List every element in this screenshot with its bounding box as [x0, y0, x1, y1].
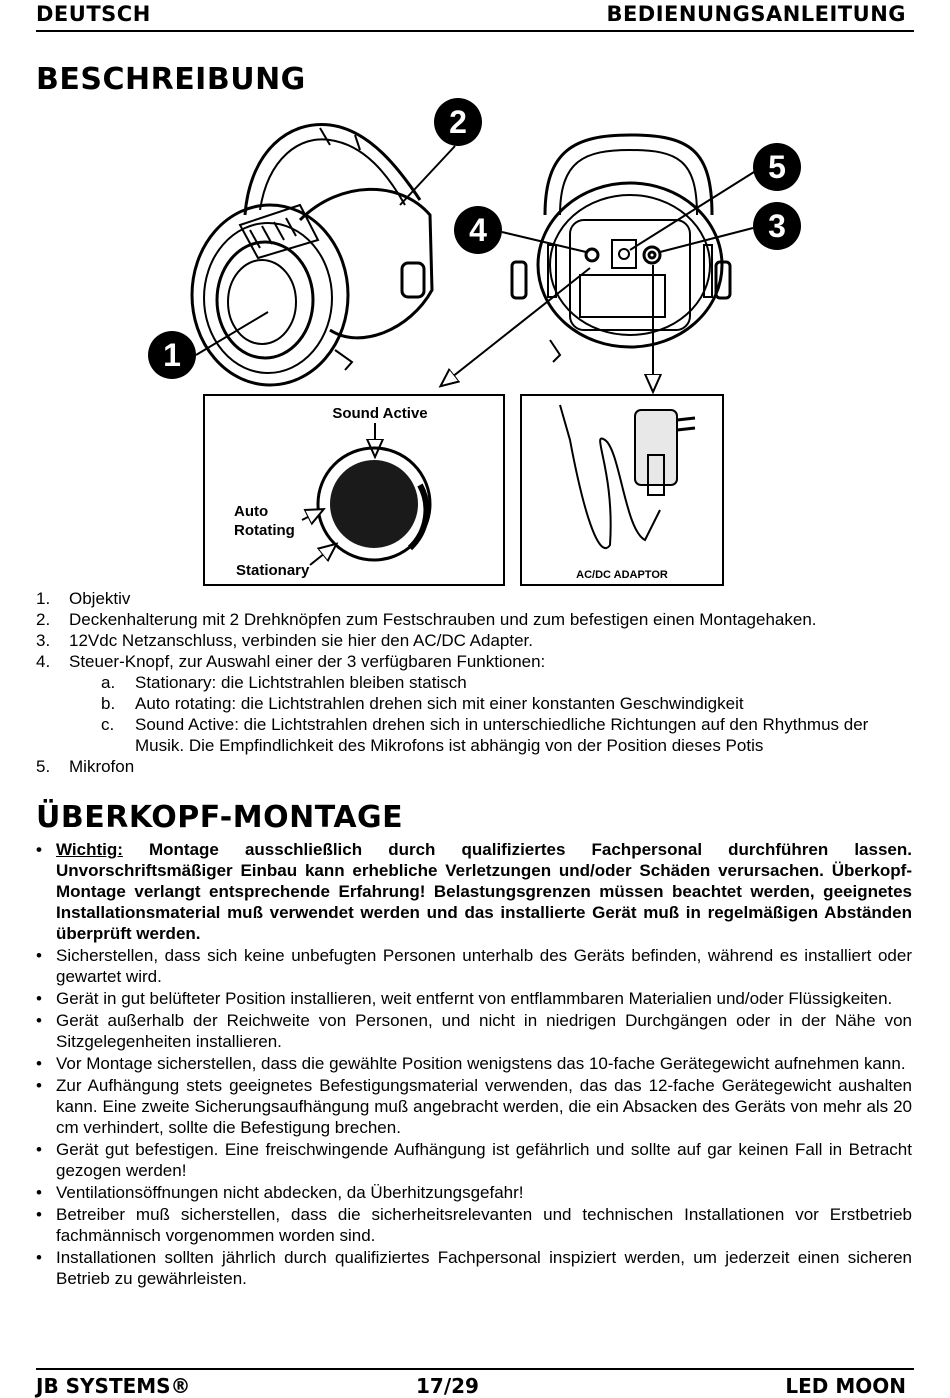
- footer-product: LED MOON: [785, 1374, 906, 1398]
- section-title-description: BESCHREIBUNG: [36, 62, 306, 97]
- list-number: 2.: [36, 610, 51, 629]
- fixture-rear-illustration: [512, 135, 730, 362]
- callout-1-label: 1: [163, 337, 181, 373]
- adaptor-icon: [560, 405, 695, 548]
- list-text: Sound Active: die Lichtstrahlen drehen sich in unterschiedliche Richtungen auf den Rhythmus der Musik. Die Empfindlichkeit des Mikrofons ist abhängig von der Position dieses Potis: [135, 715, 869, 755]
- bullet-item: • Betreiber muß sicherstellen, dass die sicherheitsrelevanten und technischen Installationen vor Erstbetrieb fachmännisch vorgenommen worden sind.: [36, 1204, 912, 1246]
- page-number: 17/29: [416, 1374, 479, 1398]
- section-title-mounting: ÜBERKOPF-MONTAGE: [36, 800, 404, 835]
- list-text: Stationary: die Lichtstrahlen bleiben statisch: [135, 673, 467, 692]
- list-text: Objektiv: [69, 589, 131, 608]
- header-language: DEUTSCH: [36, 2, 151, 26]
- page-header: [36, 2, 914, 32]
- control-knob-icon: [318, 448, 430, 560]
- bullet-item: • Gerät gut befestigen. Eine freischwingende Aufhängung ist gefährlich und sollte auf gar keinen Fall in Betracht gezogen werden!: [36, 1139, 912, 1181]
- bullet-item: • Vor Montage sicherstellen, dass die gewählte Position wenigstens das 10-fache Gerätegewicht aufnehmen kann.: [36, 1053, 912, 1074]
- list-number: 4.: [36, 652, 51, 671]
- product-diagram: [0, 90, 950, 590]
- header-doc-type: BEDIENUNGSANLEITUNG: [606, 2, 906, 26]
- list-number: c.: [101, 715, 115, 734]
- description-list: [36, 588, 914, 777]
- list-number: 1.: [36, 589, 51, 608]
- callout-4-label: 4: [469, 212, 487, 248]
- list-text: 12Vdc Netzanschluss, verbinden sie hier den AC/DC Adapter.: [69, 631, 533, 650]
- bullet-item: • Sicherstellen, dass sich keine unbefugten Personen unterhalb des Geräts befinden, während es installiert oder gewartet wird.: [36, 945, 912, 987]
- fixture-front-illustration: [192, 124, 432, 385]
- callout-2-label: 2: [449, 104, 467, 140]
- callout-2-leader: [400, 146, 455, 205]
- adaptor-label: AC/DC ADAPTOR: [576, 569, 668, 581]
- list-item: [36, 588, 914, 609]
- bullet-item: • Zur Aufhängung stets geeignetes Befestigungsmaterial verwenden, das das 12-fache Gerätegewicht aushalten kann. Eine zweite Sicherungsaufhängung muß angebracht werden, die ein Absacken des Geräts von mehr als 20 cm verhindert, sollte die Befestigung brechen.: [36, 1075, 912, 1138]
- warning-bullet: [36, 839, 912, 944]
- knob-label-rotating: Rotating: [234, 522, 295, 539]
- bullet-item: • Gerät in gut belüfteter Position installieren, weit entfernt von entflammbaren Materialien und/oder Flüssigkeiten.: [36, 988, 912, 1009]
- list-number: 3.: [36, 631, 51, 650]
- callout-3-label: 3: [768, 208, 786, 244]
- warning-text: Montage ausschließlich durch qualifiziertes Fachpersonal durchführen lassen. Unvorschriftsmäßiger Einbau kann erhebliche Verletzungen und/oder Schäden verursachen. Überkopf-Montage verlangt entsprechende Erfahrung! Belastungsgrenzen müssen beachtet werden, geeignetes Installationsmaterial muß verwendet werden und das installierte Gerät muß in regelmäßigen Abständen überprüft werden.: [56, 840, 912, 943]
- mounting-bullet-list: [36, 839, 912, 1290]
- list-number: 5.: [36, 757, 51, 776]
- bullet-item: • Installationen sollten jährlich durch qualifiziertes Fachpersonal inspiziert werden, um jederzeit einen sicheren Betrieb zu gewährleisten.: [36, 1247, 912, 1289]
- stationary-arrow: [310, 545, 335, 565]
- sub-list-item: [36, 693, 914, 714]
- list-item: [36, 609, 914, 630]
- list-number: a.: [101, 673, 116, 692]
- callout-3-leader: [660, 228, 753, 252]
- list-text: Mikrofon: [69, 757, 135, 776]
- knob-label-stationary: Stationary: [236, 562, 310, 579]
- bullet-item: • Ventilationsöffnungen nicht abdecken, da Überhitzungsgefahr!: [36, 1182, 912, 1203]
- knob-label-auto: Auto: [234, 503, 269, 520]
- page-footer: [36, 1368, 914, 1398]
- knob-label-sound-active: Sound Active: [332, 405, 428, 422]
- footer-brand: JB SYSTEMS®: [36, 1374, 191, 1398]
- list-text: Steuer-Knopf, zur Auswahl einer der 3 verfügbaren Funktionen:: [69, 652, 546, 671]
- list-item: [36, 651, 914, 672]
- bullet-item: • Gerät außerhalb der Reichweite von Personen, und nicht in niedrigen Durchgängen oder in der Nähe von Sitzgelegenheiten installieren.: [36, 1010, 912, 1052]
- adaptor-detail-box: [521, 395, 723, 585]
- list-number: b.: [101, 694, 116, 713]
- warning-label: Wichtig:: [56, 840, 123, 859]
- list-text: Deckenhalterung mit 2 Drehknöpfen zum Festschrauben und zum befestigen einen Montagehaken.: [69, 610, 817, 629]
- list-item: [36, 630, 914, 651]
- sub-list-item: [36, 672, 914, 693]
- callout-5-label: 5: [768, 149, 786, 185]
- list-text: Auto rotating: die Lichtstrahlen drehen sich mit einer konstanten Geschwindigkeit: [135, 694, 744, 713]
- list-item: [36, 756, 914, 777]
- sub-list-item: [36, 714, 914, 756]
